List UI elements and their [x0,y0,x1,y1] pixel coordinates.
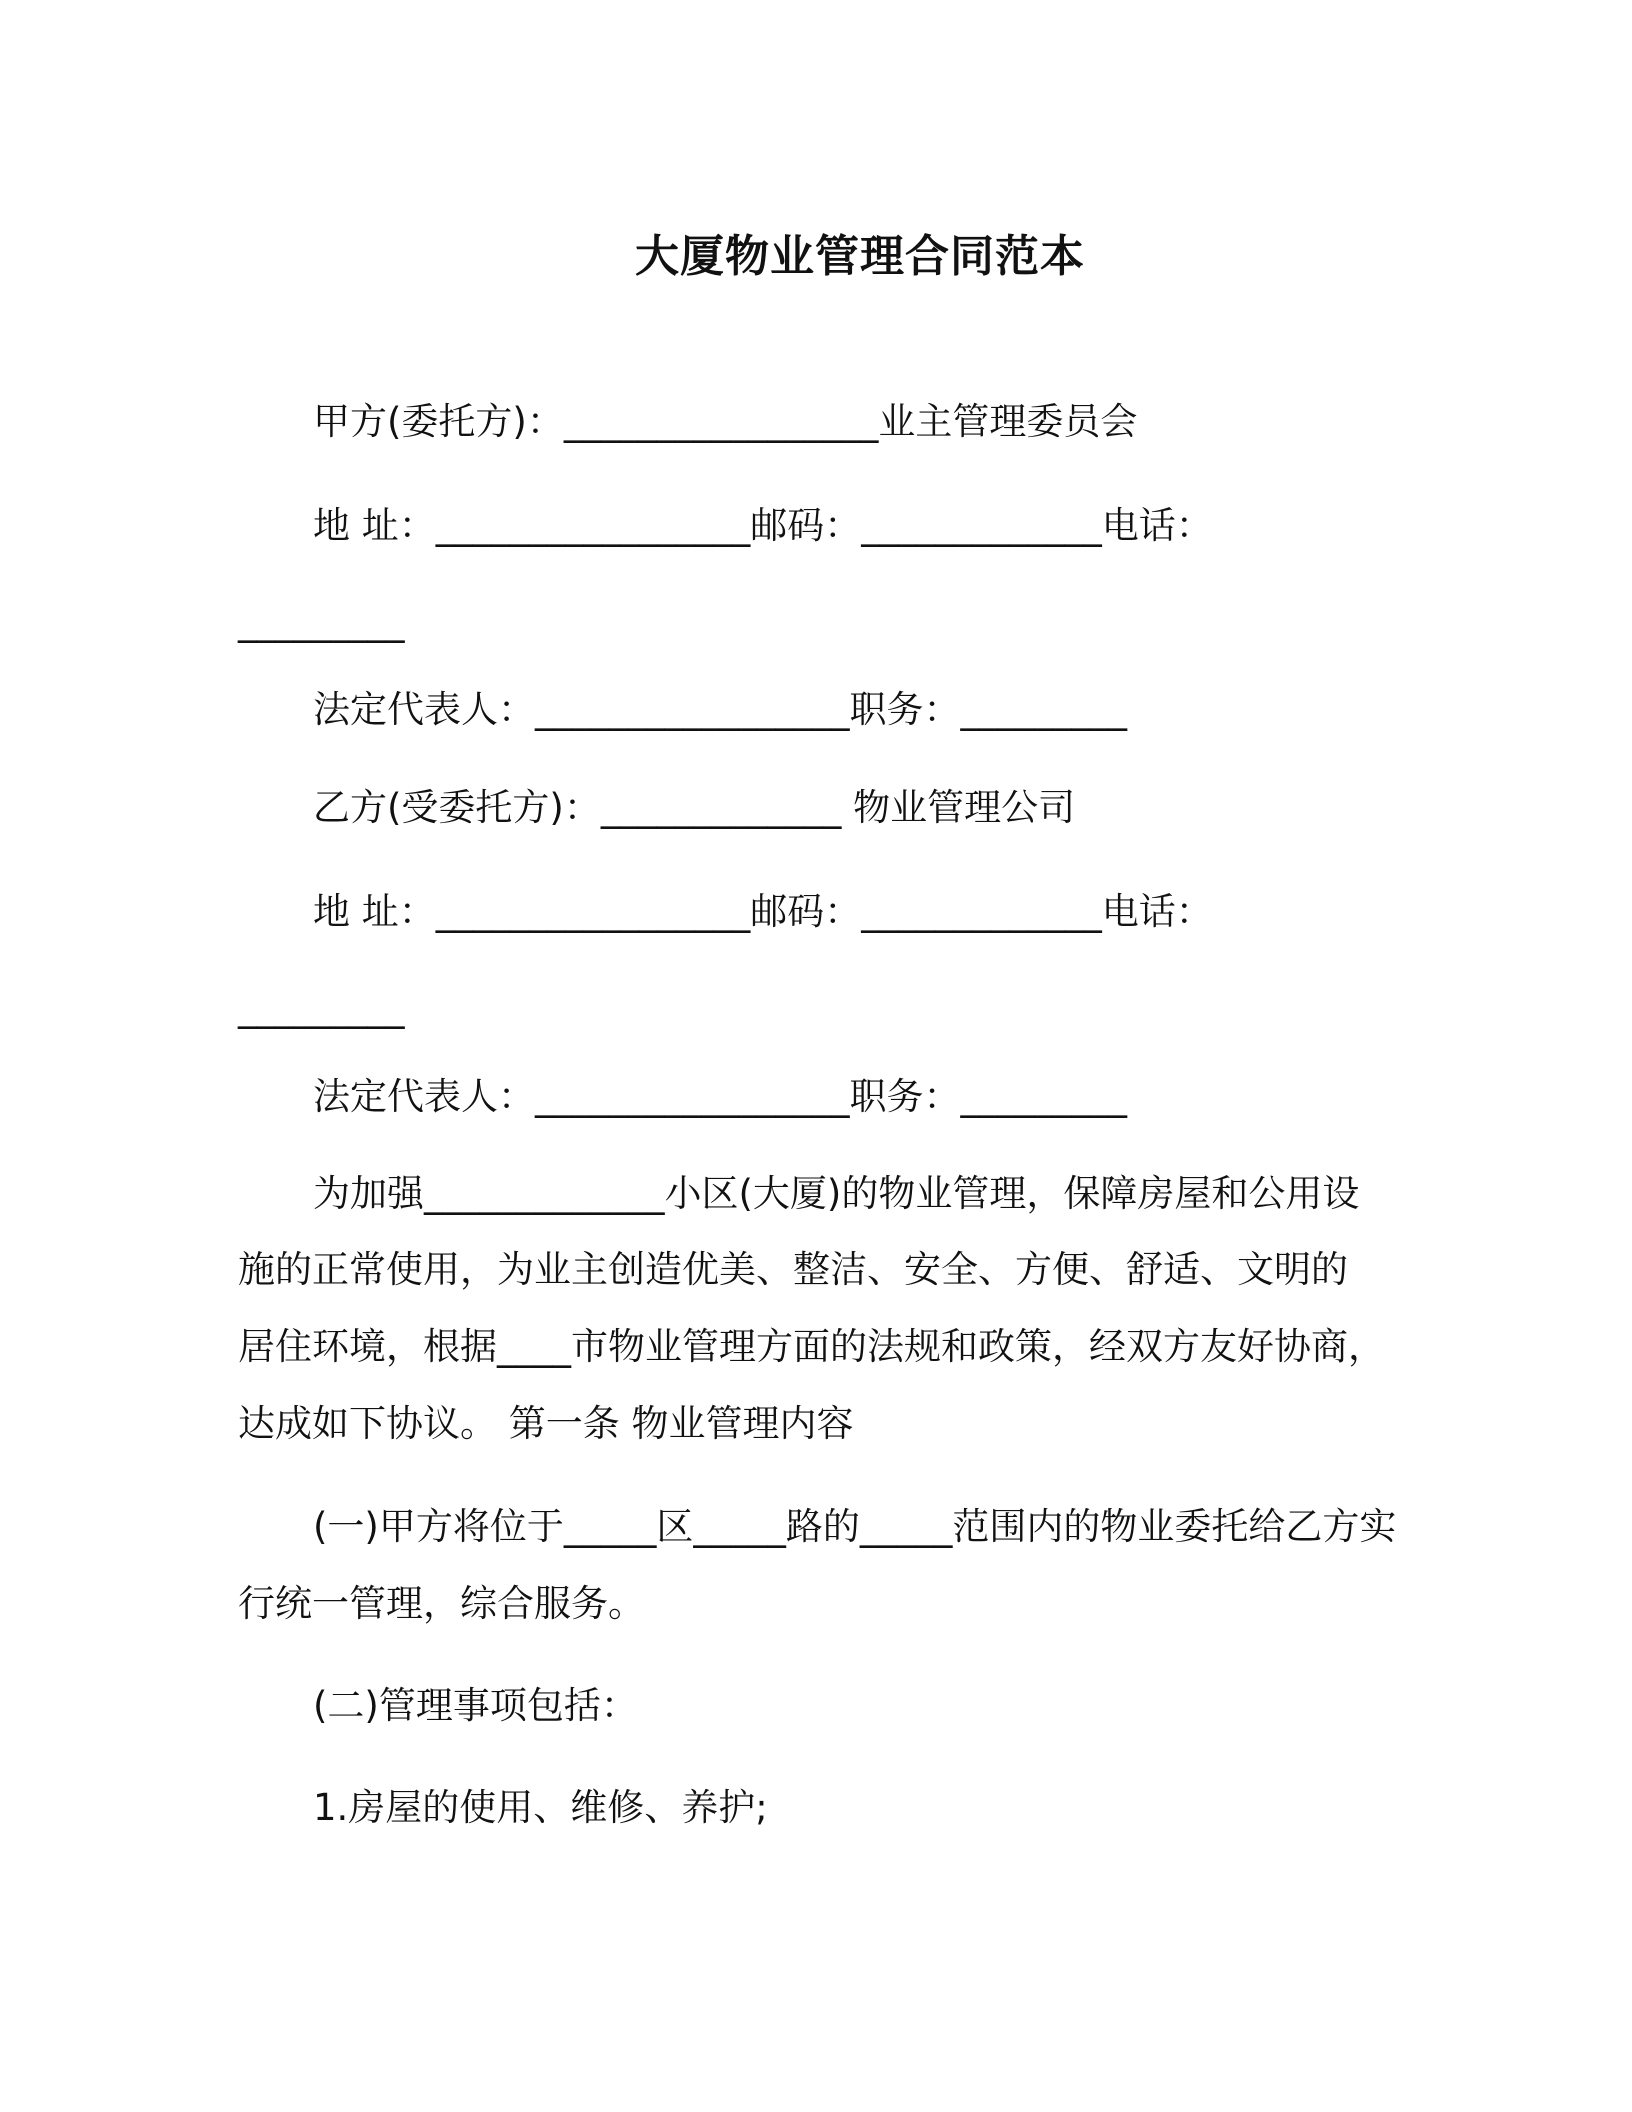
clause-1-line-2: 行统一管理，综合服务。 [238,1582,645,1625]
party-a-phone-blank: _________ [238,600,405,643]
party-b-line: 乙方(受委托方)：_____________ 物业管理公司 [313,786,1076,829]
document-title: 大厦物业管理合同范本 [635,231,1085,282]
party-a-line: 甲方(委托方)：_________________业主管理委员会 [313,400,1138,443]
preamble-line-4: 达成如下协议。 第一条 物业管理内容 [238,1402,854,1445]
clause-2-heading: (二)管理事项包括： [313,1684,638,1727]
party-b-address-line: 地 址：_________________邮码：_____________电话： [313,890,1213,933]
preamble-line-2: 施的正常使用，为业主创造优美、整洁、安全、方便、舒适、文明的 [238,1248,1348,1291]
preamble-line-1: 为加强_____________小区(大厦)的物业管理，保障房屋和公用设 [313,1172,1360,1215]
party-b-phone-blank: _________ [238,986,405,1029]
party-b-representative-line: 法定代表人：_________________职务：_________ [313,1075,1127,1118]
clause-1-line-1: (一)甲方将位于_____区_____路的_____范围内的物业委托给乙方实 [313,1505,1397,1548]
preamble-line-3: 居住环境，根据____市物业管理方面的法规和政策，经双方友好协商， [238,1325,1385,1368]
party-a-address-line: 地 址：_________________邮码：_____________电话： [313,504,1213,547]
party-a-representative-line: 法定代表人：_________________职务：_________ [313,688,1127,731]
clause-2-item-1: 1.房屋的使用、维修、养护; [313,1786,768,1829]
